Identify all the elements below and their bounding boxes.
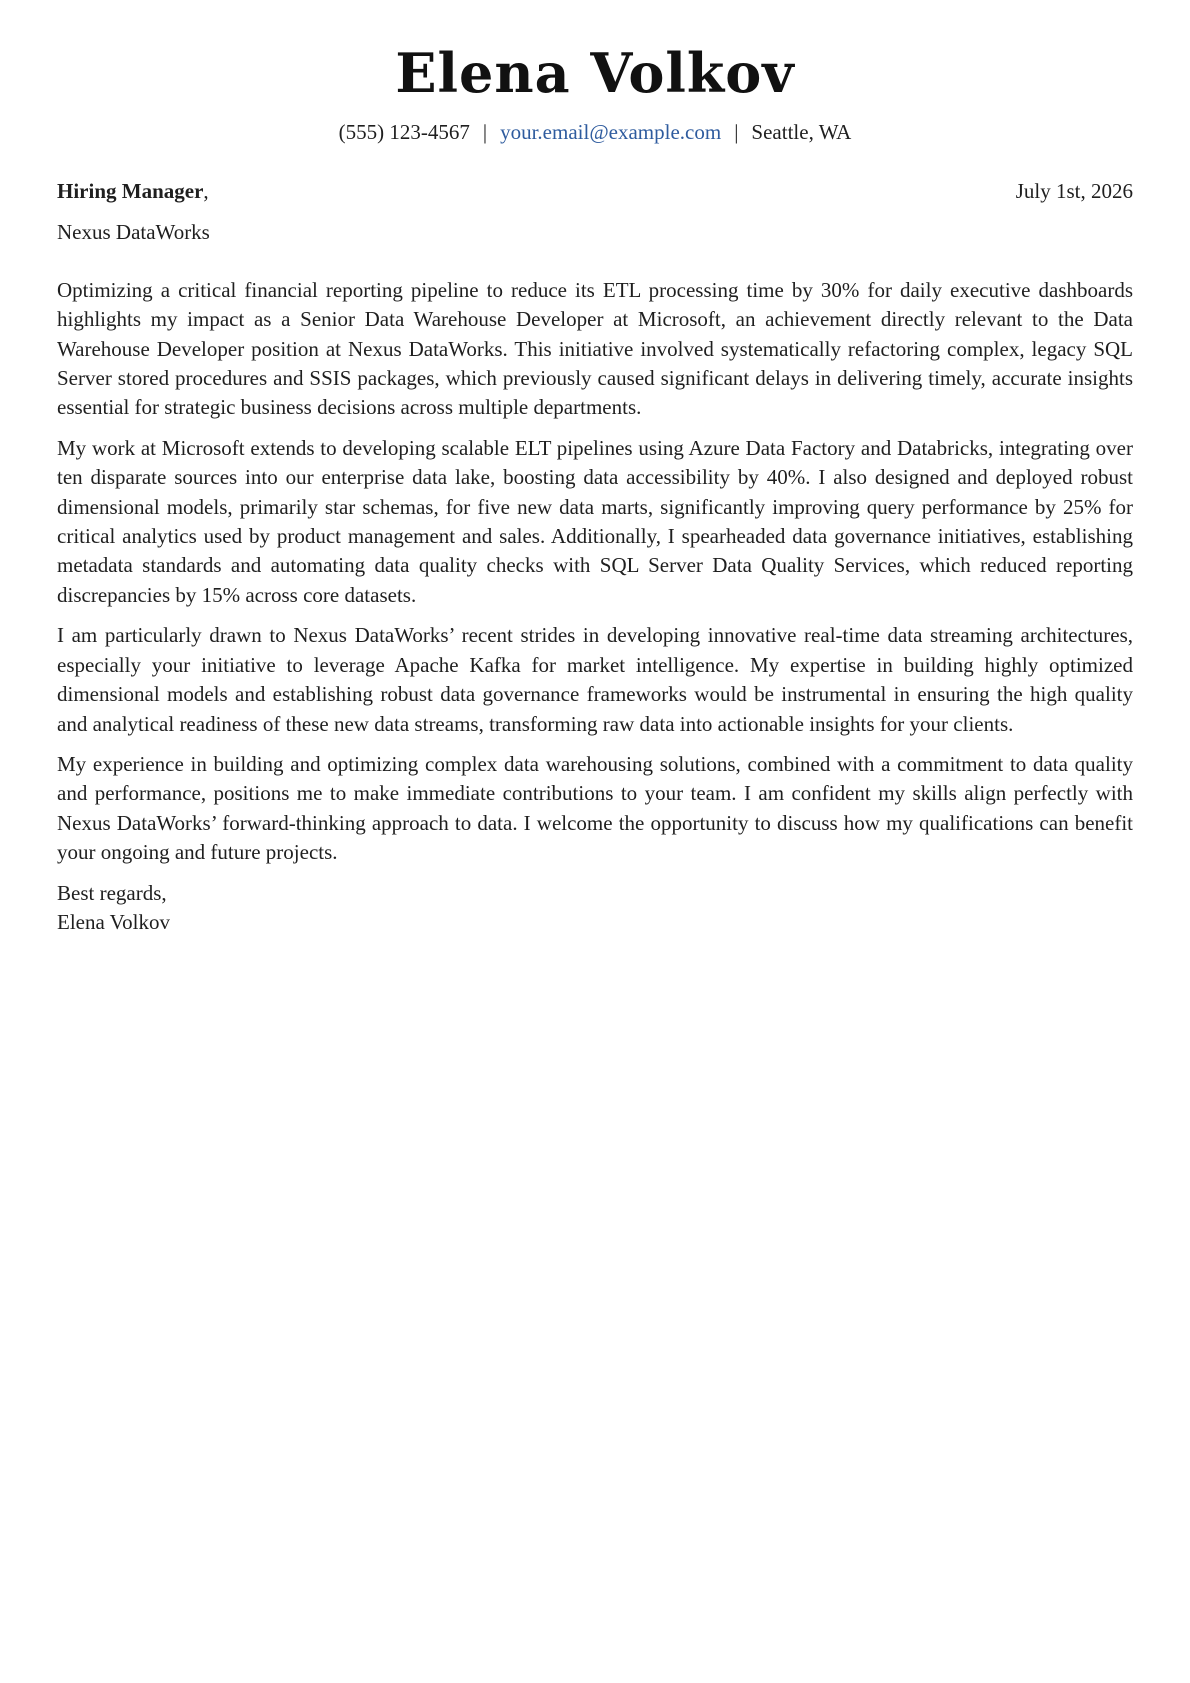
closing-signature: Elena Volkov <box>57 909 170 934</box>
closing-salutation: Best regards, <box>57 880 167 905</box>
recipient-title: Hiring Manager <box>57 179 204 203</box>
recipient-line <box>57 177 209 206</box>
contact-separator: | <box>482 120 488 144</box>
recipient-company: Nexus DataWorks <box>57 220 210 245</box>
contact-line <box>0 118 1190 146</box>
paragraph: My work at Microsoft extends to developing scalable ELT pipelines using Azure Data Factory and Databricks, integrating over ten disparate sources into our enterprise data lake, boosting data accessibility by 40%. I also designed and deployed robust dimensional models, primarily star schemas, for five new data marts, significantly improving query performance by 25% for critical analytics used by product management and sales. Additionally, I spearheaded data governance initiatives, establishing metadata standards and automating data quality checks with SQL Server Data Quality Services, which reduced reporting discrepancies by 15% across core datasets. <box>57 435 1133 607</box>
paragraph: Optimizing a critical financial reporting pipeline to reduce its ETL processing time by 30% for daily executive dashboards highlights my impact as a Senior Data Warehouse Developer at Microsoft, an achievement directly relevant to the Data Warehouse Developer position at Nexus DataWorks. This initiative involved systematically refactoring complex, legacy SQL Server stored procedures and SSIS packages, which previously caused significant delays in delivering timely, accurate insights essential for strategic business decisions across multiple departments. <box>57 277 1133 420</box>
recipient-date-row <box>57 177 1133 206</box>
closing-block <box>57 879 1133 938</box>
paragraph: I am particularly drawn to Nexus DataWorks’ recent strides in developing innovative real-time data streaming architectures, especially your initiative to leverage Apache Kafka for market intelligence. My expertise in building highly optimized dimensional models and establishing robust data governance frameworks would be instrumental in ensuring the high quality and analytical readiness of these new data streams, transforming raw data into actionable insights for your clients. <box>57 623 1133 736</box>
phone-number: (555) 123-4567 <box>338 120 470 144</box>
paragraph: My experience in building and optimizing complex data warehousing solutions, combined with a commitment to data quality and performance, positions me to make immediate contributions to your team. I am confident my skills align perfectly with Nexus DataWorks’ forward-thinking approach to data. I welcome the opportunity to discuss how my qualifications can benefit your ongoing and future projects. <box>57 751 1133 865</box>
contact-separator: | <box>734 120 739 144</box>
letter-date: July 1st, 2026 <box>1015 179 1133 203</box>
email-link[interactable]: your.email@example.com <box>500 120 722 144</box>
recipient-title-suffix: , <box>203 179 209 203</box>
location: Seattle, WA <box>751 120 852 144</box>
sender-name: Elena Volkov <box>395 41 795 105</box>
letterhead <box>0 40 1190 146</box>
letter-body <box>57 177 1133 937</box>
